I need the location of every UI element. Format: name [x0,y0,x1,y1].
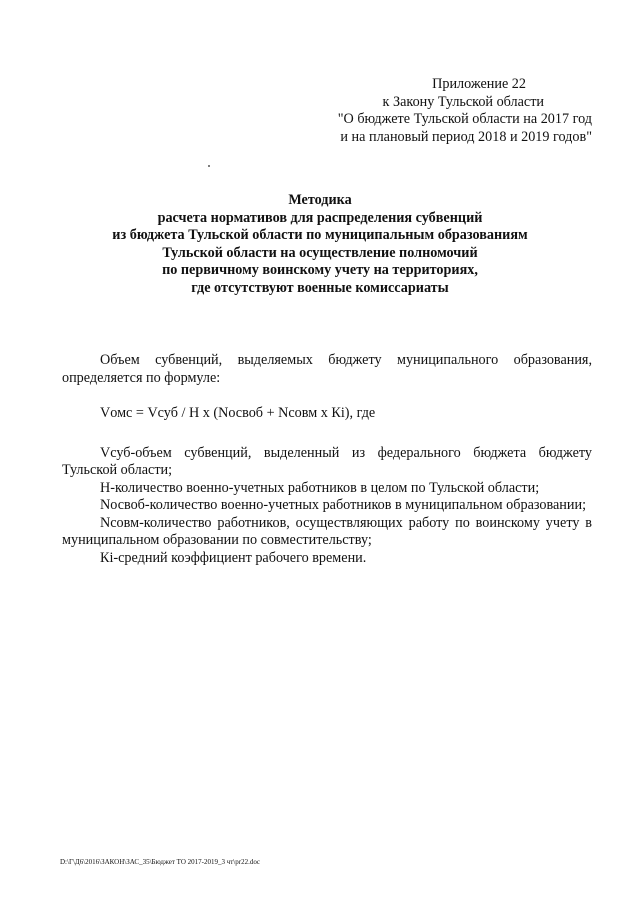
definition-ki: Кi-средний коэффициент рабочего времени. [100,549,367,566]
scan-speck [208,165,210,167]
document-body [62,352,592,567]
file-path-footer: D:\Г\Д6\2016\ЗАКОН\ЗАС_35\Бюджет ТО 2017-2019_3 чт\pr22.doc [60,858,260,866]
title-line: из бюджета Тульской области по муниципальным образованиям [112,227,528,243]
annex-law-title: "О бюджете Тульской области на 2017 год [337,111,592,127]
formula: Vомс = Vсуб / Н х (Nосвоб + Nсовм х Кi), где [100,405,376,421]
definition-nsovm: Nсовм-количество работников, осуществляющих работу по воинскому учету в муниципальном образовании по совместительству; [62,514,592,548]
annex-number: Приложение 22 [432,76,526,92]
definition-n: Н-количество военно-учетных работников в целом по Тульской области; [100,479,540,496]
annex-law-ref: к Закону Тульской области [382,93,544,110]
definition-vsub: Vсуб-объем субвенций, выделенный из федерального бюджета бюджету Тульской области; [62,444,592,478]
annex-law-period: и на плановый период 2018 и 2019 годов" [340,128,592,145]
title-line: Методика [288,192,352,208]
title-line: где отсутствуют военные комиссариаты [191,279,449,296]
title-line: Тульской области на осуществление полномочий [162,244,478,261]
annex-header [292,76,592,146]
intro-paragraph: Объем субвенций, выделяемых бюджету муниципального образования, определяется по формуле: [62,352,592,386]
title-line: по первичному воинскому учету на территориях, [162,262,478,278]
document-title [60,192,580,297]
title-line: расчета нормативов для распределения субвенций [157,209,483,226]
definition-nosvob: Nосвоб-количество военно-учетных работников в муниципальном образовании; [100,497,587,513]
